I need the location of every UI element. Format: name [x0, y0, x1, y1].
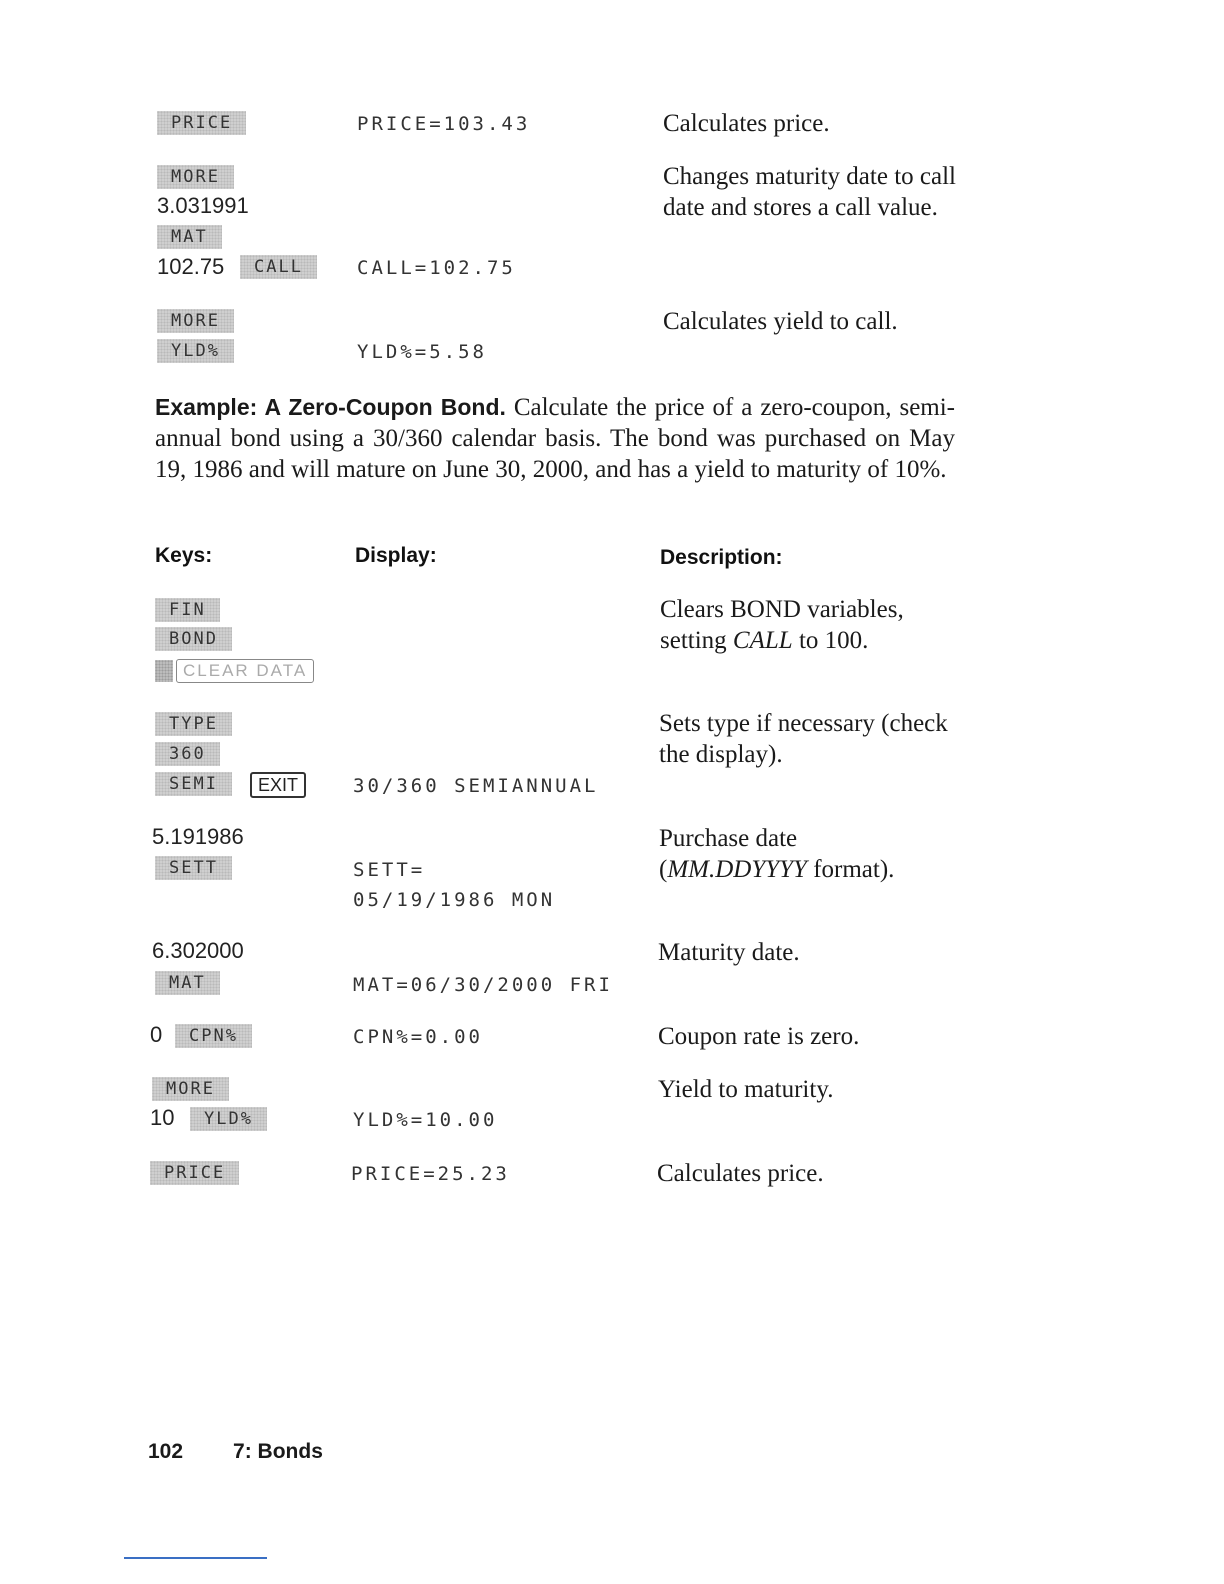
sett-value: 5.191986	[152, 824, 244, 849]
call-description: Changes maturity date to call date and stores a call value.	[663, 163, 956, 221]
example-text: Calculate the price of a zero-coupon, semi-annual bond using a 30/360 calendar basis. The bond was purchased on May 19, 1986 and will mature on June 30, 2000, and has a yield to maturity of 10%.	[155, 394, 956, 483]
price-description-2: Calculates price.	[657, 1160, 824, 1187]
bottom-rule	[124, 1557, 267, 1559]
yld-display-2: YLD%=10.00	[353, 1109, 498, 1131]
type-menu-key: TYPE	[155, 712, 232, 736]
display-header: Display:	[355, 544, 437, 567]
bond-menu-key: BOND	[155, 627, 232, 651]
mat-value: 6.302000	[152, 938, 244, 963]
cpn-menu-key: CPN%	[175, 1024, 252, 1048]
chapter-title: 7: Bonds	[233, 1440, 323, 1463]
mat-menu-key-2: MAT	[155, 971, 220, 995]
sett-menu-key: SETT	[155, 856, 232, 880]
clear-description	[660, 594, 960, 656]
yld-description: Calculates yield to call.	[663, 308, 898, 335]
semi-menu-key: SEMI	[155, 772, 232, 796]
example-title: Example: A Zero-Coupon Bond.	[155, 394, 506, 420]
clear-desc-call: CALL	[732, 627, 793, 654]
call-date-value: 3.031991	[157, 193, 249, 218]
cpn-display: CPN%=0.00	[353, 1026, 483, 1048]
example-paragraph	[155, 392, 955, 485]
mat-menu-key: MAT	[157, 225, 222, 249]
mat-description: Maturity date.	[658, 939, 800, 966]
call-value: 102.75	[157, 254, 225, 279]
price-display-2: PRICE=25.23	[351, 1163, 510, 1185]
price-menu-key-2: PRICE	[150, 1161, 239, 1185]
cpn-value: 0	[150, 1022, 163, 1047]
more-menu-key-3: MORE	[152, 1077, 229, 1101]
clear-desc-line1: Clears BOND variables,	[660, 596, 904, 623]
page-footer	[148, 1440, 373, 1464]
yld-value: 10	[150, 1105, 175, 1130]
more-menu-key-2: MORE	[157, 309, 234, 333]
yld-display: YLD%=5.58	[357, 341, 487, 363]
sett-desc-line1: Purchase date	[659, 825, 798, 852]
price-description: Calculates price.	[663, 110, 830, 137]
type-display: 30/360 SEMIANNUAL	[353, 775, 599, 797]
mat-display: MAT=06/30/2000 FRI	[353, 974, 613, 996]
price-display: PRICE=103.43	[357, 113, 531, 135]
exit-key: EXIT	[250, 772, 306, 798]
sett-desc-line2: format).	[806, 856, 895, 883]
clear-desc-part1: setting	[660, 627, 733, 654]
360-menu-key: 360	[155, 742, 220, 766]
sett-display-line2: 05/19/1986 MON	[353, 889, 556, 911]
clear-data-key: CLEAR DATA	[176, 659, 314, 683]
yld-description-2: Yield to maturity.	[658, 1076, 834, 1103]
cpn-description: Coupon rate is zero.	[658, 1023, 860, 1050]
call-menu-key: CALL	[240, 255, 317, 279]
sett-desc-format: MM.DDYYYY	[667, 856, 807, 883]
yld-menu-key-2: YLD%	[190, 1107, 267, 1131]
keys-header: Keys:	[155, 544, 213, 567]
price-menu-key: PRICE	[157, 111, 246, 135]
more-menu-key: MORE	[157, 165, 234, 189]
shift-key	[155, 660, 173, 682]
call-display: CALL=102.75	[357, 257, 516, 279]
yld-menu-key: YLD%	[157, 339, 234, 363]
type-description: Sets type if necessary (check the display).	[659, 710, 948, 768]
page-number: 102	[148, 1440, 184, 1463]
fin-menu-key: FIN	[155, 598, 220, 622]
sett-description: Purchase date (MM.DDYYYY format).	[659, 825, 895, 883]
sett-display-line1: SETT=	[353, 859, 426, 881]
description-header: Description:	[660, 546, 783, 569]
clear-desc-part2: to 100.	[792, 627, 869, 654]
